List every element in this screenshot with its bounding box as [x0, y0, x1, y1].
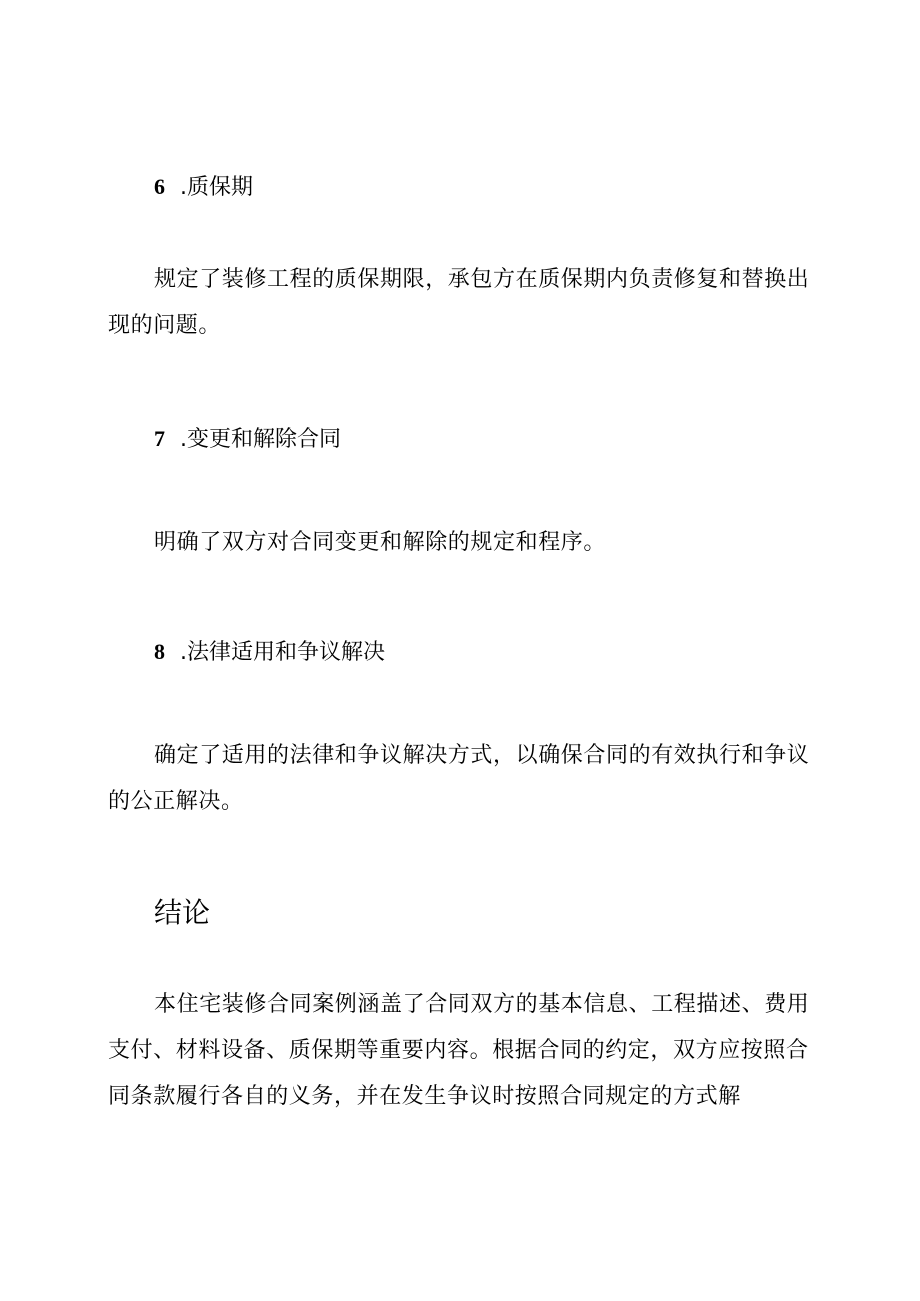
- section-body-7: 明确了双方对合同变更和解除的规定和程序。: [154, 530, 607, 555]
- section-number: 8: [154, 639, 165, 664]
- section-body-6: 规定了装修工程的质保期限，承包方在质保期内负责修复和替换出现的问题。: [108, 267, 810, 338]
- section-title: .质保期: [180, 175, 253, 200]
- section-heading-7: [154, 424, 341, 455]
- conclusion-heading: 结论: [154, 896, 211, 929]
- section-heading-8: [154, 637, 385, 668]
- section-body-8: 确定了适用的法律和争议解决方式，以确保合同的有效执行和争议的公正解决。: [108, 743, 810, 814]
- conclusion-body: 本住宅装修合同案例涵盖了合同双方的基本信息、工程描述、费用支付、材料设备、质保期等重要内容。根据合同的约定，双方应按照合同条款履行各自的义务，并在发生争议时按照合同规定的方式解: [108, 992, 810, 1109]
- section-heading-6: [154, 172, 253, 203]
- section-title: .变更和解除合同: [180, 427, 341, 452]
- section-title: .法律适用和争议解决: [180, 640, 385, 665]
- section-number: 6: [154, 174, 165, 199]
- section-number: 7: [154, 426, 165, 451]
